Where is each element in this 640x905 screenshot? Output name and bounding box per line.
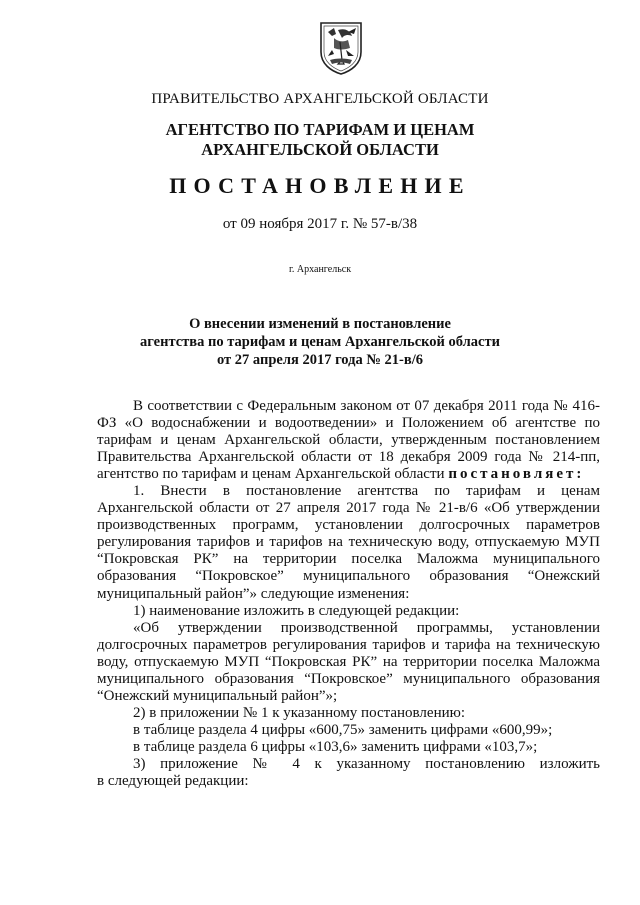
document-type: ПОСТАНОВЛЕНИЕ xyxy=(169,173,471,198)
table-4-change: в таблице раздела 4 цифры «600,75» заменить цифрами «600,99»; xyxy=(133,721,553,738)
agency-name-line1: АГЕНТСТВО ПО ТАРИФАМ И ЦЕНАМ xyxy=(165,120,475,139)
sub-item-3-line2: в следующей редакции: xyxy=(97,773,249,790)
decrees-word: постановляет: xyxy=(448,466,585,483)
preamble-paragraph xyxy=(97,398,600,483)
agency-name-line2: АРХАНГЕЛЬСКОЙ ОБЛАСТИ xyxy=(201,140,439,159)
coat-of-arms-icon xyxy=(318,20,364,76)
sub-item-3-line1: 3) приложение № 4 к указанному постановлению изложить xyxy=(133,755,600,772)
sub-item-2: 2) в приложении № 1 к указанному постановлению: xyxy=(133,704,465,721)
document-body xyxy=(97,398,600,790)
agency-name xyxy=(0,120,640,160)
city: г. Архангельск xyxy=(288,264,352,275)
new-title-quote: «Об утверждении производственной программы, установлении долгосрочных параметров регулирования тарифов и тарифа на техническую воду, отпускаемую МУП “Покровская РК” на территории поселка Маложма муниципального образования “Покровское” муниципального образования “Онежский муниципальный район”»; xyxy=(97,619,600,704)
document-subject xyxy=(0,315,640,369)
subject-line1: О внесении изменений в постановление xyxy=(189,316,451,332)
sub-item-1: 1) наименование изложить в следующей редакции: xyxy=(133,602,460,619)
government-name: ПРАВИТЕЛЬСТВО АРХАНГЕЛЬСКОЙ ОБЛАСТИ xyxy=(151,91,489,107)
preamble-text: В соответствии с Федеральным законом от 07 декабря 2011 года № 416-ФЗ «О водоснабжении и водоотведении» и Положением об агентстве по тарифам и ценам Архангельской области, утвержденным постановлением Правительства Архангельской области от 18 декабря 2009 года № 214-пп, агентство по тарифам и ценам Архангельской области xyxy=(97,398,600,483)
table-6-change: в таблице раздела 6 цифры «103,6» заменить цифрами «103,7»; xyxy=(133,738,538,755)
subject-line2: агентства по тарифам и ценам Архангельской области xyxy=(140,334,500,350)
date-and-number: от 09 ноября 2017 г. № 57-в/38 xyxy=(222,216,418,232)
subject-line3: от 27 апреля 2017 года № 21-в/6 xyxy=(217,352,423,368)
item-1-paragraph: 1. Внести в постановление агентства по тарифам и ценам Архангельской области от 27 апреля 2017 года № 21-в/6 «Об утверждении производственных программ, установлении долгосрочных параметров регулирования тарифов и тарифов на техническую воду, отпускаемую МУП “Покровская РК” на территории поселка Маложма муниципального образования “Покровское” муниципального образования “Онежский муниципальный район”» следующие изменения: xyxy=(97,483,600,602)
